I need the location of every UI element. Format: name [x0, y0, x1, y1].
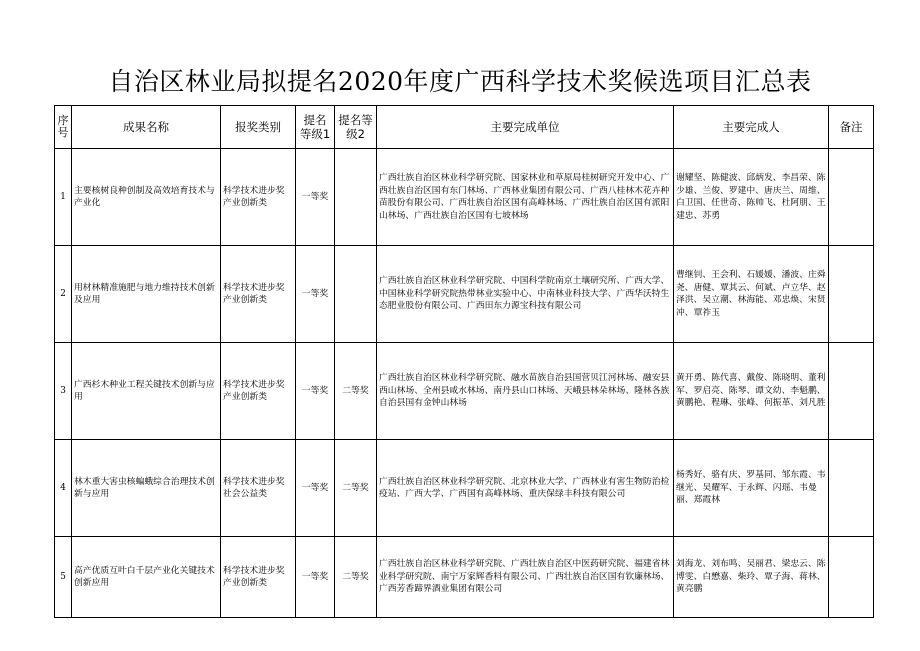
cell-seq: 3 [55, 343, 72, 440]
cell-level2: 二等奖 [335, 440, 377, 537]
header-level1: 提名等级1 [296, 106, 335, 149]
cell-name: 用材林精准施肥与地力维持技术创新及应用 [72, 246, 221, 343]
header-seq: 序号 [55, 106, 72, 149]
cell-remarks [829, 149, 874, 246]
cell-seq: 5 [55, 537, 72, 618]
page-title: 自治区林业局拟提名2020年度广西科学技术奖候选项目汇总表 [108, 67, 812, 96]
cell-remarks [829, 440, 874, 537]
cell-remarks [829, 537, 874, 618]
cell-persons: 曹继钊、王会利、石媛媛、潘波、庄舜尧、唐健、覃其云、何斌、卢立华、赵泽洪、吴立潮、林海能、邓忠焕、宋贤冲、覃祚玉 [674, 246, 829, 343]
header-persons: 主要完成人 [674, 106, 829, 149]
cell-category: 科学技术进步奖产业创新类 [221, 343, 296, 440]
cell-remarks [829, 246, 874, 343]
awards-table [54, 105, 874, 618]
header-units: 主要完成单位 [377, 106, 674, 149]
cell-level1: 一等奖 [296, 246, 335, 343]
cell-units: 广西壮族自治区林业科学研究院、广西壮族自治区中医药研究院、福建省林业科学研究院、南宁万家辉香料有限公司、广西壮族自治区国有钦廉林场、广西芳香蹄界酒业集团有限公司 [377, 537, 674, 618]
header-remarks: 备注 [829, 106, 874, 149]
cell-level2: 二等奖 [335, 343, 377, 440]
cell-persons: 黄开勇、陈代喜、戴俊、陈晓明、董利军、罗启亮、陈琴、谭文幼、李魁鹏、黄鹏艳、程琳、张峰、何振革、刘凡胜 [674, 343, 829, 440]
cell-seq: 4 [55, 440, 72, 537]
table-row [55, 246, 874, 343]
cell-category: 科学技术进步奖产业创新类 [221, 246, 296, 343]
cell-name: 主要核树良种创制及高效培育技术与产业化 [72, 149, 221, 246]
header-row [55, 106, 874, 149]
cell-seq: 2 [55, 246, 72, 343]
table-row [55, 440, 874, 537]
cell-units: 广西壮族自治区林业科学研究院、融水苗族自治县国营贝江河林场、融安县西山林场、全州县咸水林场、南丹县山口林场、天峨县林朵林场、隆林各族自治县国有金钟山林场 [377, 343, 674, 440]
cell-name: 林木重大害虫核蝙蛾综合治理技术创新与应用 [72, 440, 221, 537]
cell-level1: 一等奖 [296, 537, 335, 618]
header-category: 报奖类别 [221, 106, 296, 149]
table-row [55, 343, 874, 440]
cell-category: 科学技术进步奖产业创新类 [221, 149, 296, 246]
cell-persons: 刘海龙、刘布鸣、吴丽君、梁忠云、陈博雯、白懋嘉、柴玲、覃子海、蒋林、黄亮鹏 [674, 537, 829, 618]
cell-persons: 杨秀好、骆有庆、罗基同、邹东霞、韦继光、吴耀军、于永辉、闪瑶、韦曼丽、郑霞林 [674, 440, 829, 537]
header-name: 成果名称 [72, 106, 221, 149]
cell-units: 广西壮族自治区林业科学研究院、中国科学院南京土壤研究所、广西大学、中国林业科学研究院热带林业实验中心、中南林业科技大学、广西华沃特生态肥业股份有限公司、广西田东力源宝科技有限公司 [377, 246, 674, 343]
cell-level1: 一等奖 [296, 149, 335, 246]
header-level2: 提名等级2 [335, 106, 377, 149]
table-row [55, 149, 874, 246]
cell-persons: 谢耀坚、陈健波、邱炳发、李昌荣、陈少雄、兰俊、罗建中、唐庆兰、周维、白卫国、任世奇、陈帅飞、杜阿朋、王建忠、苏勇 [674, 149, 829, 246]
cell-name: 高产优质互叶白千层产业化关键技术创新应用 [72, 537, 221, 618]
cell-seq: 1 [55, 149, 72, 246]
cell-name: 广西杉木种业工程关键技术创新与应用 [72, 343, 221, 440]
table-row [55, 537, 874, 618]
cell-level1: 一等奖 [296, 440, 335, 537]
cell-units: 广西壮族自治区林业科学研究院、北京林业大学、广西林业有害生物防治检疫站、广西大学、广西国有高峰林场、重庆保绿丰科技有限公司 [377, 440, 674, 537]
cell-category: 科学技术进步奖社会公益类 [221, 440, 296, 537]
cell-remarks [829, 343, 874, 440]
cell-category: 科学技术进步奖产业创新类 [221, 537, 296, 618]
cell-level2: 二等奖 [335, 537, 377, 618]
cell-units: 广西壮族自治区林业科学研究院、国家林业和草原局桂树研究开发中心、广西壮族自治区国有东门林场、广西林业集团有限公司、广西八桂林木花卉种苗股份有限公司、广西壮族自治区国有高峰林场、广西壮族自治区国有派阳山林场、广西壮族自治区国有七坡林场 [377, 149, 674, 246]
cell-level1: 一等奖 [296, 343, 335, 440]
cell-level2 [335, 246, 377, 343]
cell-level2 [335, 149, 377, 246]
